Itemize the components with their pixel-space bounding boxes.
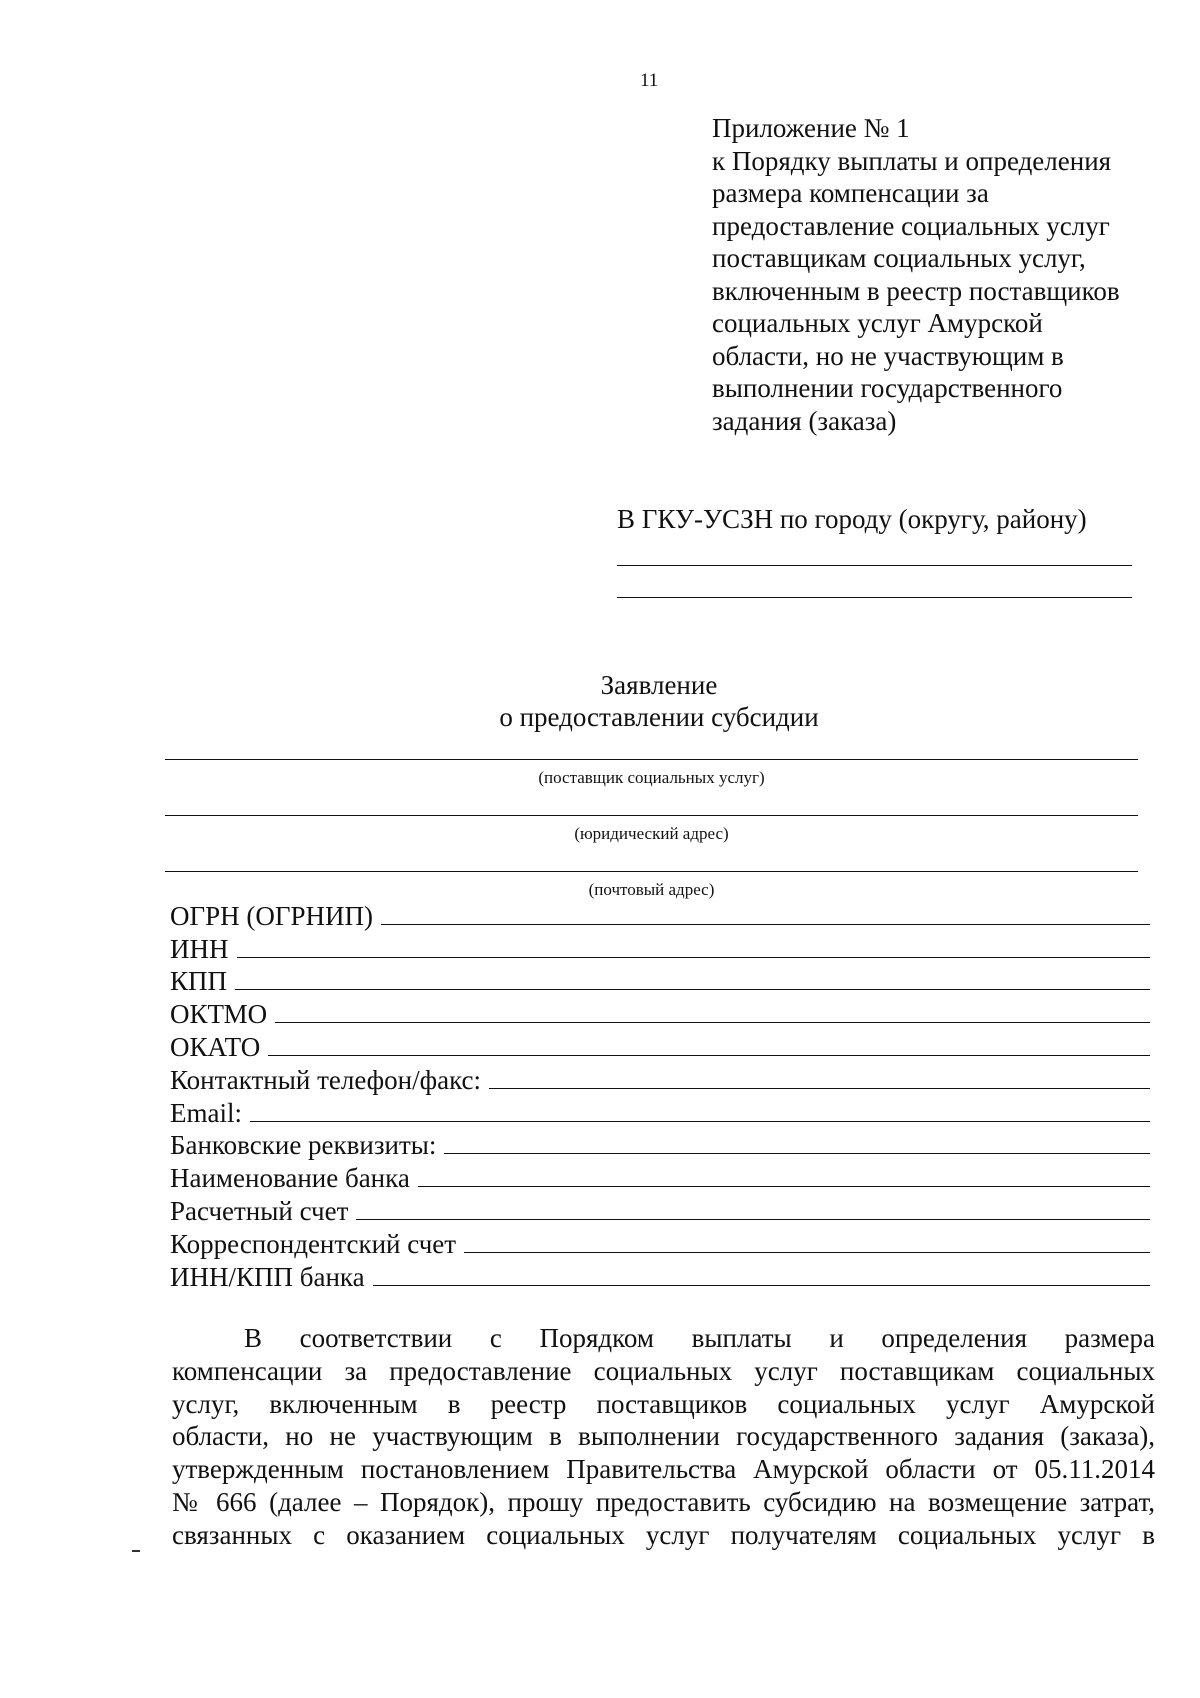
postal-address-caption: (почтовый адрес): [588, 880, 715, 899]
field-label: ОКАТО: [170, 1031, 261, 1062]
field-blank-line[interactable]: [418, 1186, 1150, 1187]
field-label: ИНН: [170, 933, 229, 964]
legal-address-blank-line[interactable]: [165, 815, 1138, 816]
field-label: ОКТМО: [170, 999, 268, 1030]
appendix-line: задания (заказа): [712, 405, 897, 436]
body-line: услуг, включенным в реестр поставщиков социальных услуг Амурской: [172, 1388, 1155, 1419]
field-blank-line[interactable]: [237, 957, 1151, 958]
field-label: Корреспондентский счет: [170, 1228, 457, 1259]
body-line: В соответствии с Порядком выплаты и определения размера: [244, 1323, 1155, 1353]
appendix-line: предоставление социальных услуг: [712, 210, 1110, 241]
field-okato: [170, 1029, 1150, 1062]
field-inn: [170, 931, 1150, 964]
body-line: компенсации за предоставление социальных услуг поставщикам социальных: [172, 1355, 1155, 1386]
field-ogrn: [170, 898, 1150, 931]
appendix-line: включенным в реестр поставщиков: [712, 275, 1120, 306]
field-blank-line[interactable]: [250, 1121, 1150, 1122]
scan-mark: [132, 1550, 140, 1552]
page-number: 11: [640, 70, 659, 91]
body-line: связанных с оказанием социальных услуг получателям социальных услуг в: [172, 1519, 1155, 1550]
requisites-fields: [170, 898, 1150, 1292]
field-blank-line[interactable]: [275, 1022, 1150, 1023]
field-correspondent-account: [170, 1226, 1150, 1259]
appendix-line: к Порядку выплаты и определения: [712, 145, 1112, 176]
field-settlement-account: [170, 1193, 1150, 1226]
field-blank-line[interactable]: [373, 1285, 1150, 1286]
appendix-line: выполнении государственного: [712, 373, 1063, 403]
appendix-header: [712, 112, 1172, 437]
field-label: ОГРН (ОГРНИП): [170, 900, 373, 931]
postal-address-blank-line[interactable]: [165, 871, 1138, 872]
appendix-line: области, но не участвующим в: [712, 340, 1064, 371]
field-blank-line[interactable]: [489, 1088, 1150, 1089]
document-subtitle: о предоставлении субсидии: [499, 702, 819, 732]
body-line: № 666 (далее – Порядок), прошу предоставить субсидию на возмещение затрат,: [172, 1486, 1155, 1517]
appendix-line: размера компенсации за: [712, 178, 989, 208]
field-bank-inn-kpp: [170, 1259, 1150, 1292]
field-blank-line[interactable]: [356, 1219, 1150, 1220]
field-label: Расчетный счет: [170, 1195, 349, 1226]
addressee: В ГКУ-УСЗН по городу (округу, району): [617, 504, 1087, 534]
field-blank-line[interactable]: [268, 1055, 1150, 1056]
application-body: [172, 1322, 1155, 1552]
field-label: Контактный телефон/факс:: [170, 1064, 482, 1095]
field-oktmo: [170, 996, 1150, 1029]
field-bank-name: [170, 1160, 1150, 1193]
legal-address-caption: (юридический адрес): [574, 824, 729, 843]
field-email: [170, 1095, 1150, 1128]
field-blank-line[interactable]: [381, 924, 1150, 925]
field-label: КПП: [170, 966, 228, 997]
field-label: Email:: [170, 1097, 242, 1128]
field-blank-line[interactable]: [464, 1252, 1150, 1253]
field-label: ИНН/КПП банка: [170, 1261, 365, 1292]
field-phone-fax: [170, 1062, 1150, 1095]
supplier-caption: (поставщик социальных услуг): [538, 768, 765, 787]
addressee-blank-line[interactable]: [617, 597, 1132, 598]
appendix-line: поставщикам социальных услуг,: [712, 243, 1086, 273]
field-label: Наименование банка: [170, 1163, 410, 1194]
field-kpp: [170, 964, 1150, 997]
field-blank-line[interactable]: [235, 989, 1150, 990]
appendix-line: Приложение № 1: [712, 113, 910, 143]
document-title: Заявление: [600, 670, 718, 700]
supplier-blank-line[interactable]: [165, 759, 1138, 760]
body-line: области, но не участвующим в выполнении государственного задания (заказа),: [172, 1421, 1155, 1452]
field-blank-line[interactable]: [444, 1153, 1150, 1154]
field-bank-details: [170, 1128, 1150, 1161]
body-line: утвержденным постановлением Правительства Амурской области от 05.11.2014: [172, 1454, 1155, 1485]
addressee-blank-line[interactable]: [617, 565, 1132, 566]
appendix-line: социальных услуг Амурской: [712, 308, 1043, 338]
field-label: Банковские реквизиты:: [170, 1130, 437, 1161]
